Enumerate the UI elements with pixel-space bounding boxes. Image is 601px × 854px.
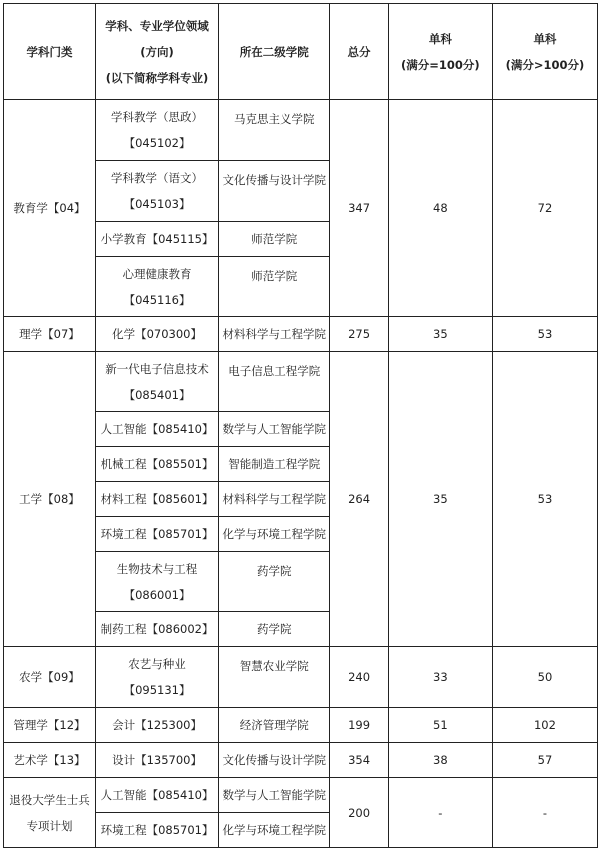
table-row — [4, 743, 598, 778]
major-cell: 人工智能【085410】 — [95, 412, 218, 447]
college-cell: 数学与人工智能学院 — [219, 778, 330, 813]
single-100-score: 51 — [388, 708, 492, 743]
college-cell: 马克思主义学院 — [219, 100, 330, 161]
single-over-100-score: 102 — [492, 708, 597, 743]
major-cell: 环境工程【085701】 — [95, 813, 218, 848]
table-row — [4, 317, 598, 352]
major-cell: 农艺与种业 【095131】 — [95, 647, 218, 708]
college-cell: 智慧农业学院 — [219, 647, 330, 708]
major-cell: 机械工程【085501】 — [95, 447, 218, 482]
single-100-score: 48 — [388, 100, 492, 317]
major-cell: 环境工程【085701】 — [95, 517, 218, 552]
header-single-over-100: 单科 (满分>100分) — [492, 4, 597, 100]
single-100-score: 38 — [388, 743, 492, 778]
category-cell: 农学【09】 — [4, 647, 96, 708]
header-major: 学科、专业学位领域 (方向) (以下简称学科专业) — [95, 4, 218, 100]
header-row — [4, 4, 598, 100]
header-single-100: 单科 (满分=100分) — [388, 4, 492, 100]
college-cell: 化学与环境工程学院 — [219, 813, 330, 848]
category-cell: 教育学【04】 — [4, 100, 96, 317]
major-cell: 小学教育【045115】 — [95, 222, 218, 257]
category-cell: 理学【07】 — [4, 317, 96, 352]
major-cell: 新一代电子信息技术 【085401】 — [95, 352, 218, 412]
single-over-100-score: 72 — [492, 100, 597, 317]
table-row — [4, 708, 598, 743]
category-cell: 工学【08】 — [4, 352, 96, 647]
college-cell: 药学院 — [219, 552, 330, 612]
table-row — [4, 778, 598, 813]
single-100-score: - — [388, 778, 492, 848]
major-cell: 制药工程【086002】 — [95, 612, 218, 647]
single-100-score: 35 — [388, 317, 492, 352]
college-cell: 经济管理学院 — [219, 708, 330, 743]
major-cell: 学科教学（语文） 【045103】 — [95, 161, 218, 222]
college-cell: 化学与环境工程学院 — [219, 517, 330, 552]
score-table — [3, 3, 598, 848]
major-cell: 学科教学（思政） 【045102】 — [95, 100, 218, 161]
major-cell: 化学【070300】 — [95, 317, 218, 352]
single-over-100-score: - — [492, 778, 597, 848]
college-cell: 师范学院 — [219, 257, 330, 317]
single-over-100-score: 57 — [492, 743, 597, 778]
total-score: 199 — [330, 708, 389, 743]
college-cell: 材料科学与工程学院 — [219, 317, 330, 352]
major-cell: 生物技术与工程 【086001】 — [95, 552, 218, 612]
college-cell: 文化传播与设计学院 — [219, 743, 330, 778]
college-cell: 材料科学与工程学院 — [219, 482, 330, 517]
table-row — [4, 647, 598, 708]
total-score: 354 — [330, 743, 389, 778]
major-cell: 人工智能【085410】 — [95, 778, 218, 813]
header-total: 总分 — [330, 4, 389, 100]
college-cell: 药学院 — [219, 612, 330, 647]
category-cell: 艺术学【13】 — [4, 743, 96, 778]
major-cell: 会计【125300】 — [95, 708, 218, 743]
major-cell: 心理健康教育 【045116】 — [95, 257, 218, 317]
total-score: 275 — [330, 317, 389, 352]
college-cell: 智能制造工程学院 — [219, 447, 330, 482]
table-row — [4, 100, 598, 161]
college-cell: 文化传播与设计学院 — [219, 161, 330, 222]
category-cell: 管理学【12】 — [4, 708, 96, 743]
total-score: 240 — [330, 647, 389, 708]
college-cell: 电子信息工程学院 — [219, 352, 330, 412]
total-score: 200 — [330, 778, 389, 848]
single-over-100-score: 50 — [492, 647, 597, 708]
college-cell: 数学与人工智能学院 — [219, 412, 330, 447]
single-over-100-score: 53 — [492, 352, 597, 647]
college-cell: 师范学院 — [219, 222, 330, 257]
header-category: 学科门类 — [4, 4, 96, 100]
single-100-score: 35 — [388, 352, 492, 647]
category-cell: 退役大学生士兵 专项计划 — [4, 778, 96, 848]
table-row — [4, 352, 598, 412]
total-score: 264 — [330, 352, 389, 647]
major-cell: 材料工程【085601】 — [95, 482, 218, 517]
header-college: 所在二级学院 — [219, 4, 330, 100]
major-cell: 设计【135700】 — [95, 743, 218, 778]
total-score: 347 — [330, 100, 389, 317]
single-100-score: 33 — [388, 647, 492, 708]
single-over-100-score: 53 — [492, 317, 597, 352]
